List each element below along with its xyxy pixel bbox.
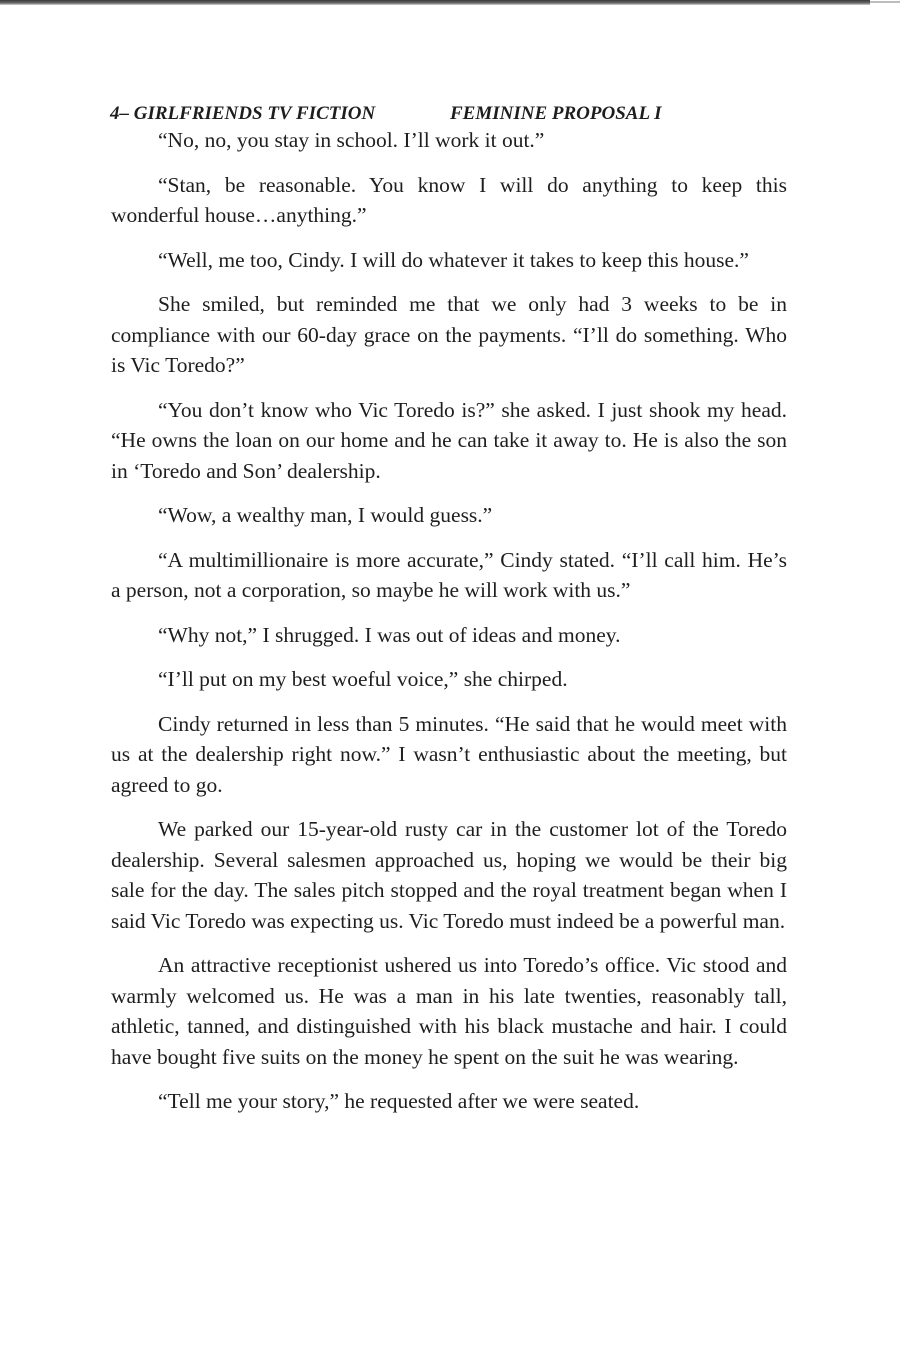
running-head: [110, 100, 787, 128]
paragraph: “Well, me too, Cindy. I will do whatever it takes to keep this house.”: [158, 247, 749, 272]
paragraph: “You don’t know who Vic Toredo is?” she asked. I just shook my head. “He owns the loan on our home and he can take it away to. He is also the son in ‘Toredo and Son’ dealership.: [111, 397, 787, 483]
scan-edge-shadow-tail: [870, 1, 900, 3]
paragraph: We parked our 15-year-old rusty car in the customer lot of the Toredo dealership. Several salesmen approached us, hoping we would be their big sale for the day. The sales pitch stopped and the royal treatment began when I said Vic Toredo was expecting us. Vic Toredo must indeed be a powerful man.: [111, 817, 787, 933]
running-head-chapter-title: FEMININE PROPOSAL I: [450, 103, 662, 124]
paragraph: “Stan, be reasonable. You know I will do anything to keep this wonderful house…anything.”: [111, 172, 787, 227]
paragraph: “No, no, you stay in school. I’ll work it out.”: [158, 128, 545, 152]
paragraph: “I’ll put on my best woeful voice,” she chirped.: [158, 667, 568, 691]
paragraph: “A multimillionaire is more accurate,” Cindy stated. “I’ll call him. He’s a person, not a corporation, so maybe he will work with us.”: [111, 547, 787, 602]
paragraph: She smiled, but reminded me that we only had 3 weeks to be in compliance with our 60-day grace on the payments. “I’ll do something. Who is Vic Toredo?”: [111, 292, 787, 377]
book-page: [111, 100, 787, 1131]
scan-edge-shadow: [0, 0, 870, 5]
paragraph: “Tell me your story,” he requested after we were seated.: [158, 1089, 640, 1113]
paragraph: “Wow, a wealthy man, I would guess.”: [158, 503, 493, 527]
running-head-book-title: 4– GIRLFRIENDS TV FICTION: [110, 103, 376, 124]
paragraph: An attractive receptionist ushered us into Toredo’s office. Vic stood and warmly welcomed us. He was a man in his late twenties, reasonably tall, athletic, tanned, and distinguished with his black mustache and hair. I could have bought five suits on the money he spent on the suit he was wearing.: [111, 953, 787, 1069]
paragraph: Cindy returned in less than 5 minutes. “He said that he would meet with us at the dealership right now.” I wasn’t enthusiastic about the meeting, but agreed to go.: [111, 711, 787, 797]
paragraph: “Why not,” I shrugged. I was out of ideas and money.: [158, 622, 621, 647]
